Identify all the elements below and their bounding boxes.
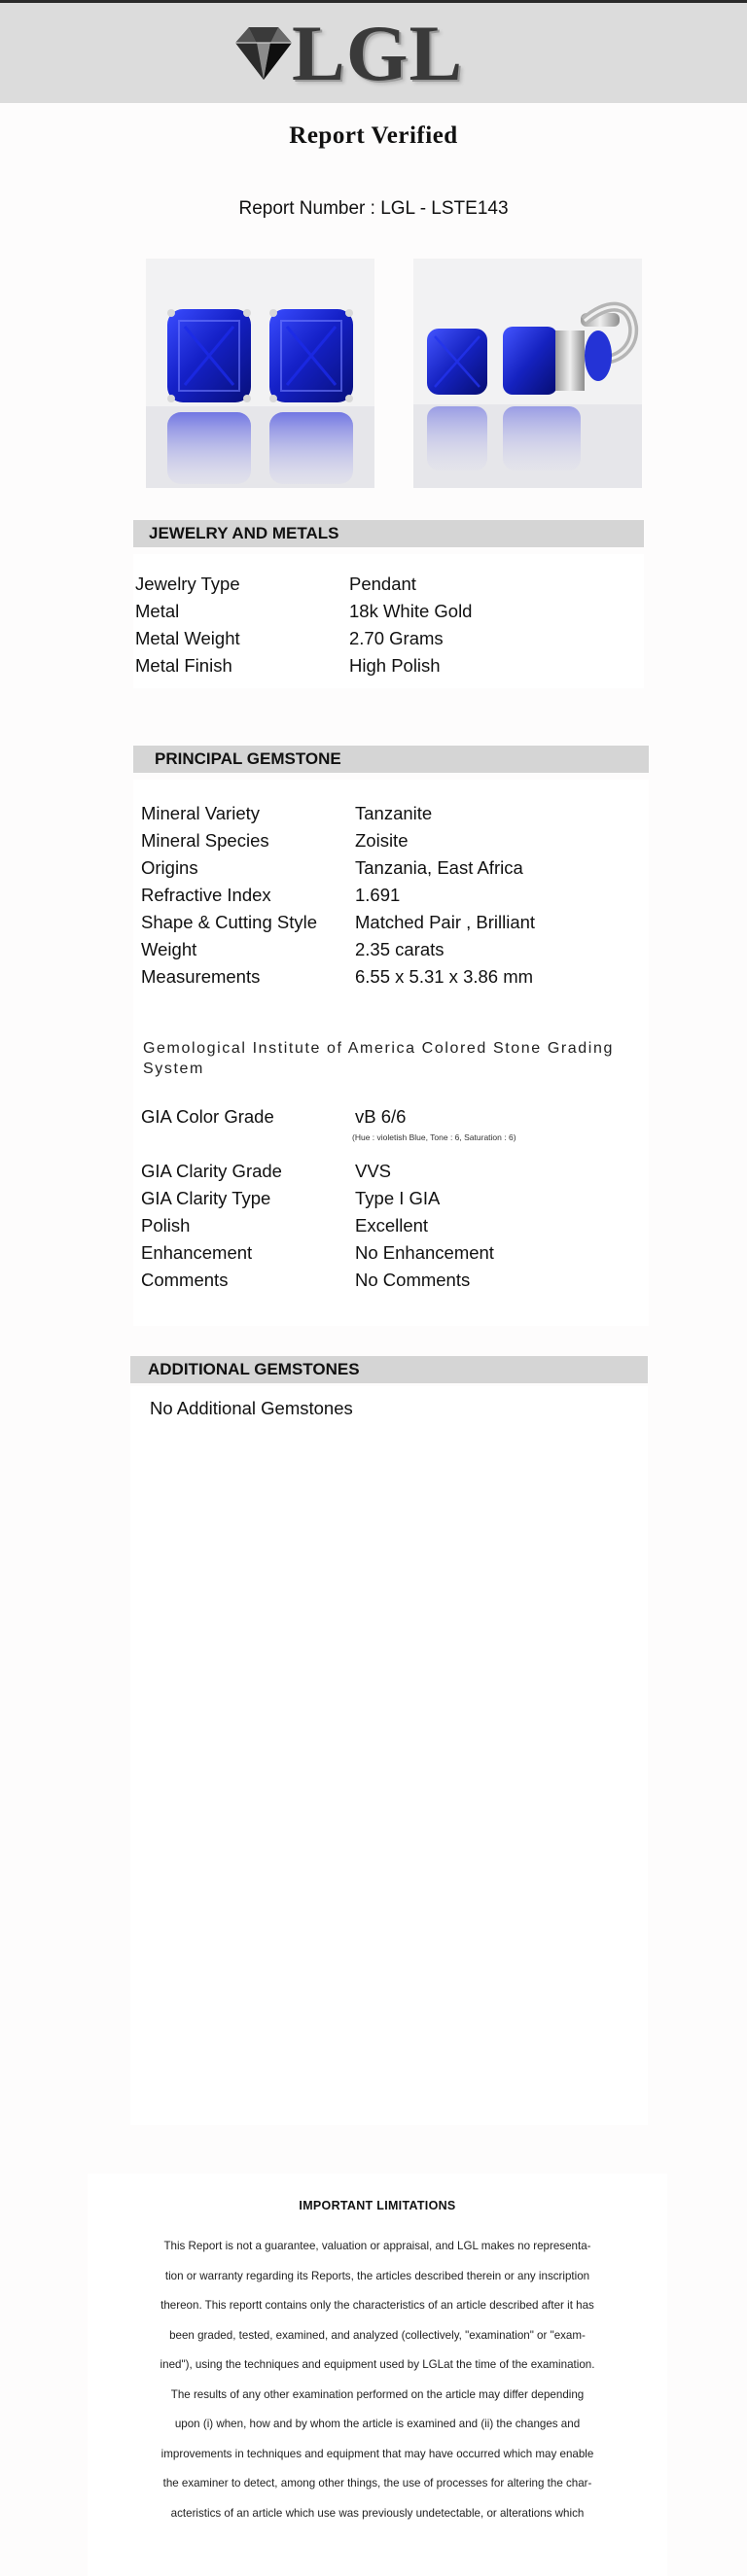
principal-heading-text: PRINCIPAL GEMSTONE — [155, 749, 341, 768]
limitations-line: This Report is not a guarantee, valuation or appraisal, and LGL makes no representa- — [163, 2240, 591, 2252]
limitations-line: been graded, tested, examined, and analyzed (collectively, "examination" or "exam- — [169, 2328, 586, 2342]
detail-row — [133, 628, 644, 653]
detail-value: Zoisite — [355, 830, 409, 851]
additional-text — [130, 1398, 648, 1423]
detail-label: Polish — [141, 1215, 191, 1236]
detail-value: 1.691 — [355, 885, 401, 905]
detail-value: vB 6/6 — [355, 1106, 407, 1127]
additional-heading-text: ADDITIONAL GEMSTONES — [148, 1360, 360, 1378]
detail-value: VVS — [355, 1161, 392, 1181]
detail-value: Type I GIA — [355, 1188, 441, 1208]
detail-row — [133, 574, 644, 599]
gia-grading-system-note: Gemological Institute of America Colored Stone Grading System — [143, 1040, 614, 1077]
detail-value: Pendant — [349, 574, 416, 594]
detail-row — [133, 1242, 649, 1268]
report-page — [0, 103, 747, 2576]
limitations-heading: IMPORTANT LIMITATIONS — [299, 2199, 456, 2212]
detail-label: Jewelry Type — [135, 574, 240, 594]
additional-details-card — [130, 1386, 648, 2125]
detail-value: High Polish — [349, 655, 441, 676]
important-limitations-card — [88, 2174, 667, 2576]
stud-earring-pair-side-icon — [413, 259, 642, 488]
jewelry-heading-text: JEWELRY AND METALS — [149, 524, 339, 542]
diamond-icon — [230, 19, 298, 87]
detail-label: Weight — [141, 939, 197, 959]
limitations-line: the examiner to detect, among other things, the use of processes for altering the char- — [162, 2477, 592, 2489]
site-header — [0, 0, 747, 103]
detail-value: No Comments — [355, 1270, 471, 1290]
principal-section-heading — [133, 746, 649, 773]
detail-value: Excellent — [355, 1215, 429, 1236]
principal-details-card — [133, 780, 649, 1326]
detail-row — [133, 1188, 649, 1213]
jewelry-section-heading — [133, 520, 644, 547]
limitations-line: tion or warranty regarding its Reports, the articles described therein or any inscription — [164, 2269, 590, 2282]
limitations-body — [101, 2232, 654, 2528]
detail-row — [133, 803, 649, 828]
detail-row — [133, 912, 649, 937]
detail-row — [133, 1161, 649, 1186]
jewelry-details-card — [133, 554, 644, 688]
detail-row — [133, 885, 649, 910]
detail-row — [133, 1215, 649, 1240]
detail-row — [133, 939, 649, 964]
detail-value: No Additional Gemstones — [150, 1398, 353, 1418]
limitations-line: improvements in techniques and equipment that may have occurred which may enable — [160, 2447, 594, 2460]
detail-label: Comments — [141, 1270, 229, 1290]
detail-label: Metal Finish — [135, 655, 232, 676]
detail-value: 2.70 Grams — [349, 628, 444, 648]
detail-label: Mineral Variety — [141, 803, 261, 823]
lgl-logo[interactable] — [230, 9, 482, 97]
limitations-line: ined"), using the techniques and equipment used by LGLat the time of the examination. — [160, 2358, 595, 2371]
detail-value: No Enhancement — [355, 1242, 494, 1263]
color-grade-note: (Hue : violetish Blue, Tone : 6, Saturation : 6) — [352, 1132, 516, 1142]
detail-label: GIA Clarity Grade — [141, 1161, 282, 1181]
detail-value: 18k White Gold — [349, 601, 473, 621]
detail-label: Shape & Cutting Style — [141, 912, 317, 932]
limitations-line: upon (i) when, how and by whom the article is examined and (ii) the changes and — [174, 2418, 581, 2430]
detail-row — [133, 655, 644, 680]
limitations-line: The results of any other examination performed on the article may differ depending — [170, 2387, 585, 2401]
detail-label: GIA Clarity Type — [141, 1188, 271, 1208]
front-view-photo — [146, 259, 374, 488]
detail-row — [133, 857, 649, 883]
limitations-line: acteristics of an article which use was previously undetectable, or alterations which — [170, 2506, 585, 2520]
additional-section-heading — [130, 1356, 648, 1383]
detail-label: Mineral Species — [141, 830, 269, 851]
color-grade-row — [133, 1106, 649, 1131]
detail-row — [133, 601, 644, 626]
detail-row — [133, 1270, 649, 1295]
detail-label: Enhancement — [141, 1242, 253, 1263]
report-number: Report Number : LGL - LSTE143 — [238, 198, 509, 219]
detail-label: Origins — [141, 857, 198, 878]
limitations-line: thereon. This reportt contains only the characteristics of an article described after it has — [160, 2299, 594, 2312]
detail-value: Matched Pair , Brilliant — [355, 912, 536, 932]
detail-value: Tanzania, East Africa — [355, 857, 523, 878]
detail-label: GIA Color Grade — [141, 1106, 274, 1127]
detail-label: Refractive Index — [141, 885, 271, 905]
detail-label: Metal — [135, 601, 180, 621]
logo-text: LGL — [292, 9, 464, 97]
detail-row — [133, 830, 649, 855]
side-view-photo — [413, 259, 642, 488]
page-title: Report Verified — [289, 122, 458, 149]
detail-value: 6.55 x 5.31 x 3.86 mm — [355, 966, 534, 987]
detail-label: Measurements — [141, 966, 261, 987]
detail-label: Metal Weight — [135, 628, 240, 648]
detail-value: 2.35 carats — [355, 939, 445, 959]
detail-row — [133, 966, 649, 992]
stud-earring-pair-front-icon — [146, 259, 374, 488]
detail-value: Tanzanite — [355, 803, 433, 823]
